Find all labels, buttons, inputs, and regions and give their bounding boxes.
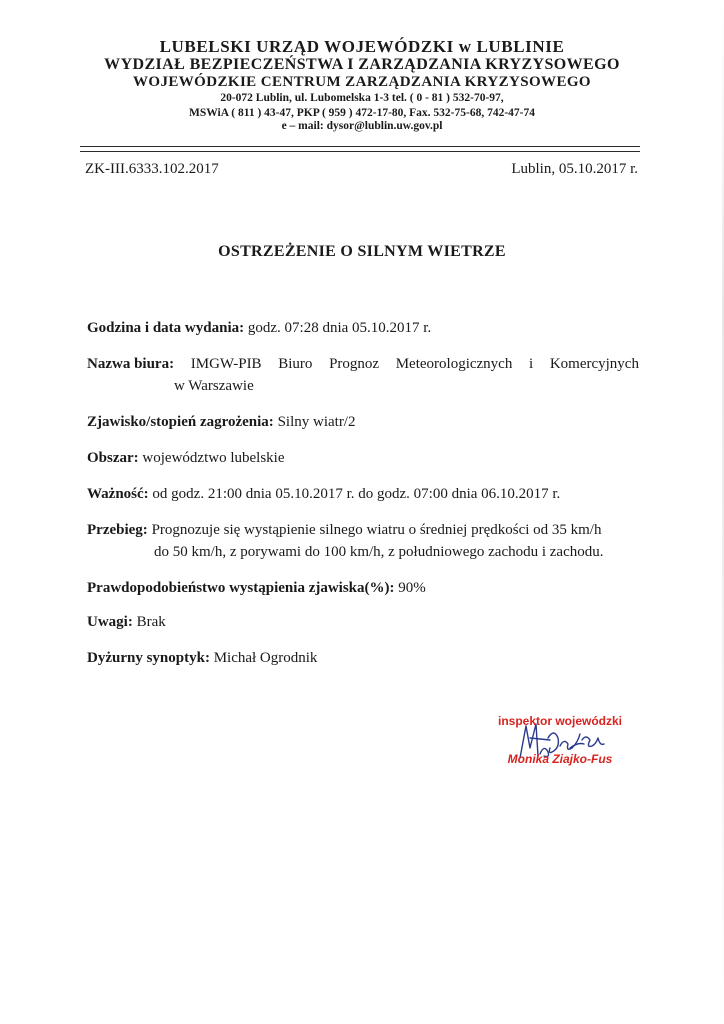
office-name-row: [87, 353, 639, 375]
field-duty-forecaster: [87, 647, 639, 669]
duty-forecaster-value: Michał Ogrodnik: [213, 650, 318, 666]
issue-time-value: godz. 07:28 dnia 05.10.2017 r.: [247, 320, 432, 336]
duty-forecaster-label: Dyżurny synoptyk:: [87, 650, 210, 666]
address-line: 20-072 Lublin, ul. Lubomelska 1-3 tel. ( 0 - 81 ) 532-70-97,: [220, 92, 504, 104]
office-name-word: Biuro: [278, 356, 313, 372]
header-divider-bottom: [80, 151, 640, 152]
place-date: Lublin, 05.10.2017 r.: [511, 161, 638, 177]
institution-name: LUBELSKI URZĄD WOJEWÓDZKI w LUBLINIE: [159, 37, 565, 56]
field-validity: [87, 483, 639, 505]
validity-value: od godz. 21:00 dnia 05.10.2017 r. do godz. 07:00 dnia 06.10.2017 r.: [152, 486, 561, 502]
remarks-label: Uwagi:: [87, 614, 133, 630]
office-name-word: IMGW-PIB: [190, 356, 262, 372]
field-probability: [87, 577, 639, 599]
document-title: OSTRZEŻENIE O SILNYM WIETRZE: [218, 243, 506, 260]
office-name-word: Meteorologicznych: [395, 356, 513, 372]
phenomenon-label: Zjawisko/stopień zagrożenia:: [87, 414, 274, 430]
course-line1-row: [87, 519, 639, 541]
letterhead: [70, 38, 654, 133]
office-name-line2: w Warszawie: [174, 378, 254, 394]
office-name-word: i: [529, 356, 534, 372]
header-divider-top: [80, 146, 640, 147]
area-label: Obszar:: [87, 450, 139, 466]
phone-fax-line: MSWiA ( 811 ) 43-47, PKP ( 959 ) 472-17-80, Fax. 532-75-68, 742-47-74: [188, 106, 536, 119]
issue-time-label: Godzina i data wydania:: [87, 320, 245, 336]
field-remarks: [87, 611, 639, 633]
stamp-name: Monika Ziajko-Fus: [507, 752, 613, 766]
remarks-value: Brak: [136, 614, 166, 630]
probability-label: Prawdopodobieństwo wystąpienia zjawiska(%):: [87, 580, 395, 596]
office-name-label: Nazwa biura:: [87, 356, 175, 372]
official-stamp: [492, 712, 628, 772]
course-line2: do 50 km/h, z porywami do 100 km/h, z południowego zachodu i zachodu.: [154, 544, 604, 560]
course-line1: Prognozuje się wystąpienie silnego wiatru o średniej prędkości od 35 km/h: [151, 522, 602, 538]
phenomenon-value: Silny wiatr/2: [277, 414, 356, 430]
course-label: Przebieg:: [87, 522, 148, 538]
office-name-word: Prognoz: [329, 356, 380, 372]
reference-number: ZK-III.6333.102.2017: [85, 161, 219, 177]
area-value: województwo lubelskie: [142, 450, 285, 466]
field-course: [87, 519, 639, 563]
office-name-word: Komercyjnych: [549, 356, 639, 372]
field-issue-time: [87, 317, 639, 339]
probability-value: 90%: [398, 580, 426, 596]
field-area: [87, 447, 639, 469]
email-line: e – mail: dysor@lublin.uw.gov.pl: [281, 120, 443, 132]
center-name: WOJEWÓDZKIE CENTRUM ZARZĄDZANIA KRYZYSOWEGO: [133, 74, 591, 90]
stamp-position: inspektor wojewódzki: [497, 714, 623, 728]
validity-label: Ważność:: [87, 486, 149, 502]
field-office-name: [87, 353, 639, 397]
department-name: WYDZIAŁ BEZPIECZEŃSTWA I ZARZĄDZANIA KRYZYSOWEGO: [104, 56, 620, 73]
field-phenomenon: [87, 411, 639, 433]
